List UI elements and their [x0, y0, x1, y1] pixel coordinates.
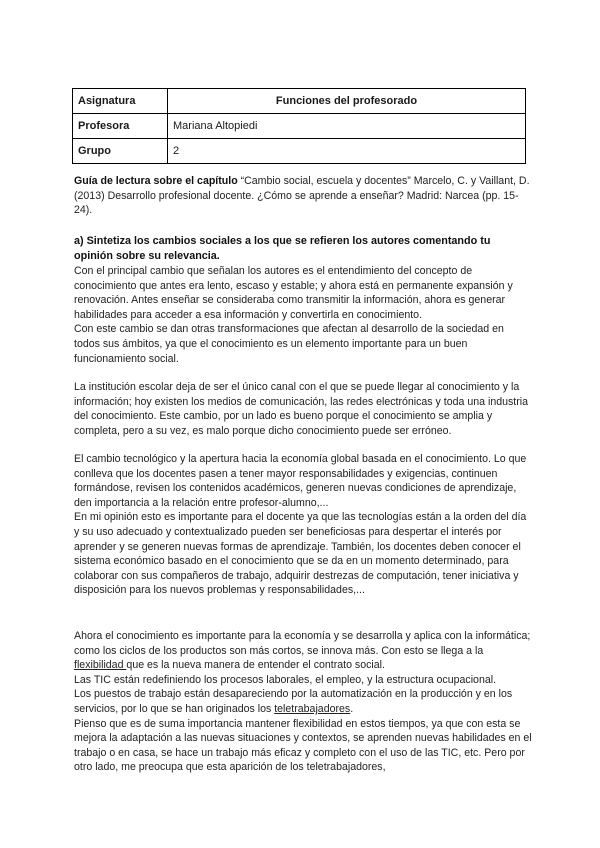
paragraph-3-text-a: El cambio tecnológico y la apertura hacia la economía global basada en el conocimiento. Lo que conlleva que los docentes pasen a tener mayor responsabilidades y exigencias, continuen formándose, revisen los contenidos académicos, generen nuevas condiciones de aprendizaje, den importancia a la relación entre profesor-alumno,...	[74, 453, 527, 509]
reading-guide-reference: “Cambio social, escuela y docentes” Marcelo, C. y Vaillant, D. (2013) Desarrollo profesional docente. ¿Cómo se aprende a enseñar? Madrid: Narcea (pp. 15- 24).	[74, 175, 530, 217]
table-row	[73, 89, 526, 114]
paragraph-3-text-b: En mi opinión esto es importante para el docente ya que las tecnologías están a la orden del día y su uso adecuado y contextualizado pueden ser beneficiosas para despertar el interés por aprender y se generen nuevas formas de aprendizaje. También, los docentes deben conocer el sistema económico basado en el conocimiento que se da en un momento determinado, para colaborar con sus compañeros de trabajo, adquirir destrezas de computación, tener iniciativa y disposición para los nuevos problemas y responsabilidades,...	[74, 511, 527, 597]
underlined-term-flexibilidad: flexibilidad	[74, 659, 127, 672]
paragraph-4-text-d: Pienso que es de suma importancia mantener flexibilidad en estos tiempos, ya que con esta se mejora la adaptación a las nuevas situaciones y contextos, se aprenden nuevas habilidades en el trabajo o en casa, se hace un trabajo más eficaz y completo con el uso de las TIC, etc. Pero por otro lado, me preocupa que esta aparición de los teletrabajadores,	[74, 717, 532, 774]
paragraph-1	[74, 264, 532, 366]
paragraph-4-c-post: .	[350, 702, 354, 715]
table-label-cell: Profesora	[73, 114, 168, 139]
paragraph-4-a-post: que es la nueva manera de entender el contrato social.	[126, 659, 385, 672]
paragraph-4-text-b: Las TIC están redefiniendo los procesos laborales, el empleo, y la estructura ocupacional.	[74, 673, 497, 686]
paragraph-4-c-pre: Los puestos de trabajo están desapareciendo por la automatización en la producción y en los servicios, por lo que se han originados los	[74, 688, 513, 715]
underlined-term-teletrabajadores: teletrabajadores	[274, 702, 351, 715]
paragraph-4-a-pre: Ahora el conocimiento es importante para la economía y se desarrolla y aplica con la informática; como los ciclos de los productos son más cortos, se innova más. Con esto se llega a la	[74, 630, 531, 657]
reading-guide-title: Guía de lectura sobre el capítulo	[74, 175, 238, 187]
info-table	[72, 88, 526, 164]
reading-guide	[74, 174, 532, 218]
table-label-cell: Asignatura	[73, 89, 168, 114]
paragraph-2: La institución escolar deja de ser el único canal con el que se puede llegar al conocimiento y la información; hoy existen los medios de comunicación, las redes electrónicas y toda una industria del conocimiento. Este cambio, por un lado es bueno porque el conocimiento se amplia y completa, pero a su vez, es malo porque dicho conocimiento puede ser erróneo.	[74, 381, 529, 437]
table-value-cell: 2	[168, 139, 526, 164]
table-row	[73, 139, 526, 164]
paragraph-4-text-c	[74, 687, 532, 716]
paragraph-3	[74, 452, 532, 598]
table-row	[73, 114, 526, 139]
table-label-cell: Grupo	[73, 139, 168, 164]
paragraph-4	[74, 629, 532, 775]
paragraph-4-text-a	[74, 629, 532, 673]
paragraph-1-text-a: Con el principal cambio que señalan los autores es el entendimiento del concepto de conocimiento que antes era lento, escaso y estable; y ahora está en permanente expansión y renovación. Antes enseñar se consideraba como transmitir la información, ahora es generar habilidades para acceder a esa información y convertirla en conocimiento.	[74, 265, 513, 321]
question-heading: a) Sintetiza los cambios sociales a los que se refieren los autores comentando tu opinión sobre su relevancia.	[74, 235, 491, 262]
paragraph-1-text-b: Con este cambio se dan otras transformaciones que afectan al desarrollo de la sociedad en todos sus ámbitos, ya que el conocimiento es un elemento importante para un buen funcionamiento social.	[74, 323, 504, 365]
table-value-cell: Funciones del profesorado	[168, 89, 526, 114]
table-value-cell: Mariana Altopiedi	[168, 114, 526, 139]
